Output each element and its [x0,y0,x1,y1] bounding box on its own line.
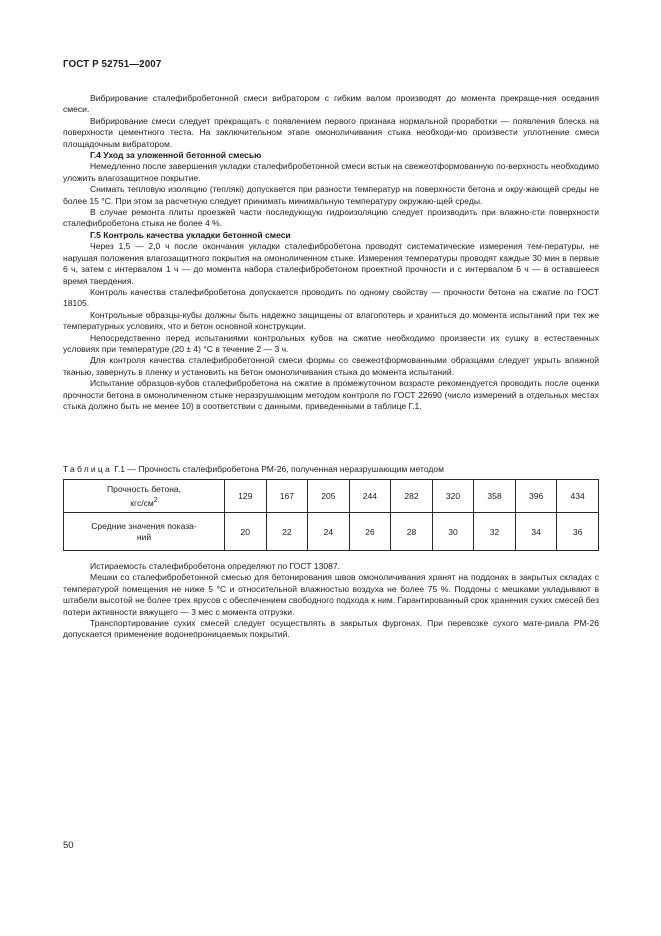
table-row [64,513,599,551]
paragraph: Через 1,5 — 2,0 ч после окончания укладки сталефибробетона проводят систематические измерения тем-пературы, не нарушая положения влагозащитного покрытия на омоноличенном стыке. Измерения температуры проводят каждые 30 мин в первые 6 ч, затем с интервалом 1 ч — до момента набора сталефибробетоном проектной прочности и с интервалом 6 ч — в оставшееся время твердения. [63,241,599,286]
paragraph: Транспортирование сухих смесей следует осуществлять в закрытых фургонах. При перевозке сухого мате-риала РМ-26 допускается применение водонепроницаемых покрытий. [63,618,599,640]
table-cell: 26 [349,513,391,551]
paragraph: Контрольные образцы-кубы должны быть надежно защищены от влагопотерь и храниться до момента испытаний при тех же температурных условиях, что и бетон основной конструкции. [63,309,599,332]
table-cell: 20 [225,513,267,551]
table-cell: 36 [557,513,599,551]
strength-table [63,479,599,551]
table-cell: 282 [391,480,433,513]
paragraph: Мешки со сталефибробетонной смесью для бетонирования швов омоноличивания хранят на поддонах в закрытых складах с температурой помещения не ниже 5 °С и относительной влажностью воздуха не более 75 %. Поддоны с мешками укладывают в штабели высотой не более трех ярусов с обеспечением свободного подхода к ним. Гарантированный срок хранения сухих смесей без потери активности вяжущего — 3 мес с момента отгрузки. [63,572,599,617]
paragraph: Контроль качества сталефибробетона допускается проводить по одному свойству — прочности бетона на сжатие по ГОСТ 18105. [63,286,599,309]
table-row [64,480,599,513]
table-cell: 32 [474,513,516,551]
paragraph: Непосредственно перед испытаниями контрольных кубов на сжатие необходимо произвести их сушку в естественных условиях при температуре (20 ± 4) °С в течение 2 — 3 ч. [63,332,599,354]
table-cell: 30 [432,513,474,551]
table-cell: 22 [266,513,308,551]
standard-code: ГОСТ Р 52751—2007 [63,59,162,70]
table-cell: 167 [266,480,308,513]
paragraph: Для контроля качества сталефибробетонной смеси формы со свежеотформованными образцами следует укрыть влажной тканью, завернуть в пленку и установить на бетон омоноличивания стыка до момента испытаний. [63,355,599,377]
row-header-strength: Прочность бетона, кгс/$см^2$ [64,480,225,513]
paragraph: Истираемость сталефибробетона определяют по ГОСТ 13087. [90,561,340,571]
table-cell: 244 [349,480,391,513]
paragraph: Немедленно после завершения укладки сталефибробетонной смеси встык на свежеотформованную по-верхность необходимо уложить влагозащитное покрытие. [63,161,599,183]
main-text [63,93,599,412]
row-header-readings: Средние значения показа- ний [64,513,225,551]
paragraph: В случае ремонта плиты проезжей части последующую гидроизоляцию следует производить при влажно-сти поверхности сталефибробетона стыка не более 4 %. [63,207,599,229]
section-heading-g5: Г.5 Контроль качества укладки бетонной смеси [90,229,291,240]
table-cell: 28 [391,513,433,551]
table-cell: 205 [308,480,350,513]
table-cell: 320 [432,480,474,513]
page-number: 50 [63,840,74,851]
table-cell: 358 [474,480,516,513]
paragraph: Снимать тепловую изоляцию (теплякі) допускается при разности температур на поверхности бетона и окру-жающей среды не более 15 °С. При этом за расчетную следует принимать минимальную температуру окружаю-щей среды. [63,184,599,206]
paragraph: Вибрирование смеси следует прекращать с появлением первого признака нормальной проработки — появления блеска на поверхности цементного теста. На заключительном этапе омоноличивания стыка необходи-мо произвести уплотнение смеси площадочным вибратором. [63,115,599,149]
table-cell: 24 [308,513,350,551]
table-caption [63,464,444,474]
table-caption-text: Г.1 — Прочность сталефибробетона РМ-26, полученная неразрушающим методом [111,464,445,474]
table-cell: 396 [515,480,557,513]
table-caption-label: Таблица [63,464,112,474]
table-cell: 434 [557,480,599,513]
paragraph: Испытание образцов-кубов сталефибробетона на сжатие в промежуточном возрасте рекомендуется проводить после оценки прочности бетона в омоноличенном стыке неразрушающим методом контроля по ГОСТ 22690 (число измерений в отдельных местах стыка должно быть не менее 10) в соответствии с данными, приведенными в таблице Г.1. [63,378,599,411]
table-cell: 129 [225,480,267,513]
section-heading-g4: Г.4 Уход за уложенной бетонной смесью [90,150,262,161]
paragraph: Вибрирование сталефибробетонной смеси вибратором с гибким валом производят до момента прекраще-ния оседания смеси. [63,93,599,115]
table-cell: 34 [515,513,557,551]
closing-text [63,561,599,641]
